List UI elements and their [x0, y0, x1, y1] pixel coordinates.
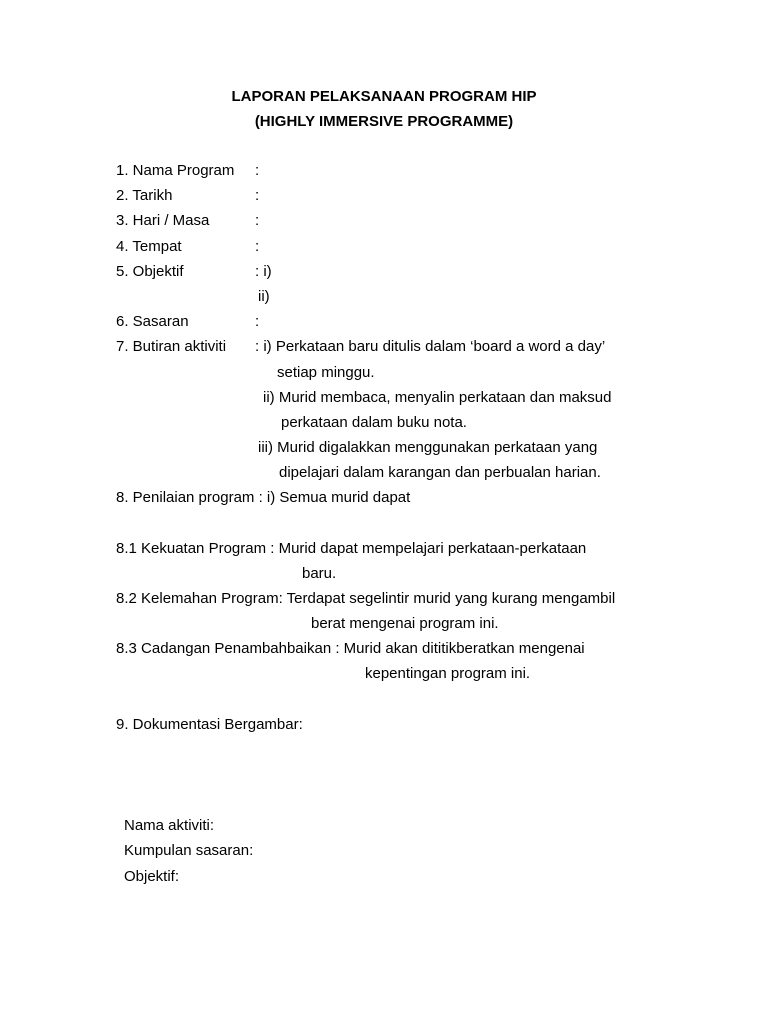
field-sep-tarikh: : [255, 187, 260, 204]
butiran-item-3-line-2: dipelajari dalam karangan dan perbualan harian. [279, 464, 601, 481]
field-sep-nama-program: : [255, 162, 260, 179]
footer-nama-aktiviti: Nama aktiviti: [124, 817, 215, 834]
field-label-butiran: 7. Butiran aktiviti [116, 338, 227, 355]
cadangan-line-2: kepentingan program ini. [365, 665, 531, 682]
butiran-item-1-line-1: : i) Perkataan baru ditulis dalam ‘board a word a day’ [255, 338, 606, 355]
report-title: LAPORAN PELAKSANAAN PROGRAM HIP [231, 88, 537, 105]
field-sep-sasaran: : [255, 313, 260, 330]
field-label-hari-masa: 3. Hari / Masa [116, 212, 210, 229]
butiran-item-2-line-2: perkataan dalam buku nota. [281, 414, 467, 431]
penilaian-program: 8. Penilaian program : i) Semua murid dapat [116, 489, 411, 506]
butiran-item-2-line-1: ii) Murid membaca, menyalin perkataan dan maksud [263, 389, 612, 406]
field-label-tempat: 4. Tempat [116, 238, 182, 255]
dokumentasi-heading: 9. Dokumentasi Bergambar: [116, 716, 303, 733]
field-sep-tempat: : [255, 238, 260, 255]
field-sep-hari-masa: : [255, 212, 260, 229]
kekuatan-line-2: baru. [302, 565, 337, 582]
footer-kumpulan-sasaran: Kumpulan sasaran: [124, 842, 254, 859]
field-sep-objektif: : i) [255, 263, 272, 280]
footer-objektif: Objektif: [124, 868, 180, 885]
butiran-item-1-line-2: setiap minggu. [277, 364, 375, 381]
field-label-tarikh: 2. Tarikh [116, 187, 173, 204]
kelemahan-line-1: 8.2 Kelemahan Program: Terdapat segelintir murid yang kurang mengambil [116, 590, 616, 607]
field-label-sasaran: 6. Sasaran [116, 313, 189, 330]
field-label-objektif: 5. Objektif [116, 263, 184, 280]
cadangan-line-1: 8.3 Cadangan Penambahbaikan : Murid akan dititikberatkan mengenai [116, 640, 585, 657]
report-subtitle: (HIGHLY IMMERSIVE PROGRAMME) [254, 113, 514, 130]
kekuatan-line-1: 8.1 Kekuatan Program : Murid dapat mempelajari perkataan-perkataan [116, 540, 587, 557]
field-label-nama-program: 1. Nama Program [116, 162, 235, 179]
objektif-item-2: ii) [258, 288, 270, 305]
butiran-item-3-line-1: iii) Murid digalakkan menggunakan perkataan yang [258, 439, 598, 456]
kelemahan-line-2: berat mengenai program ini. [311, 615, 499, 632]
